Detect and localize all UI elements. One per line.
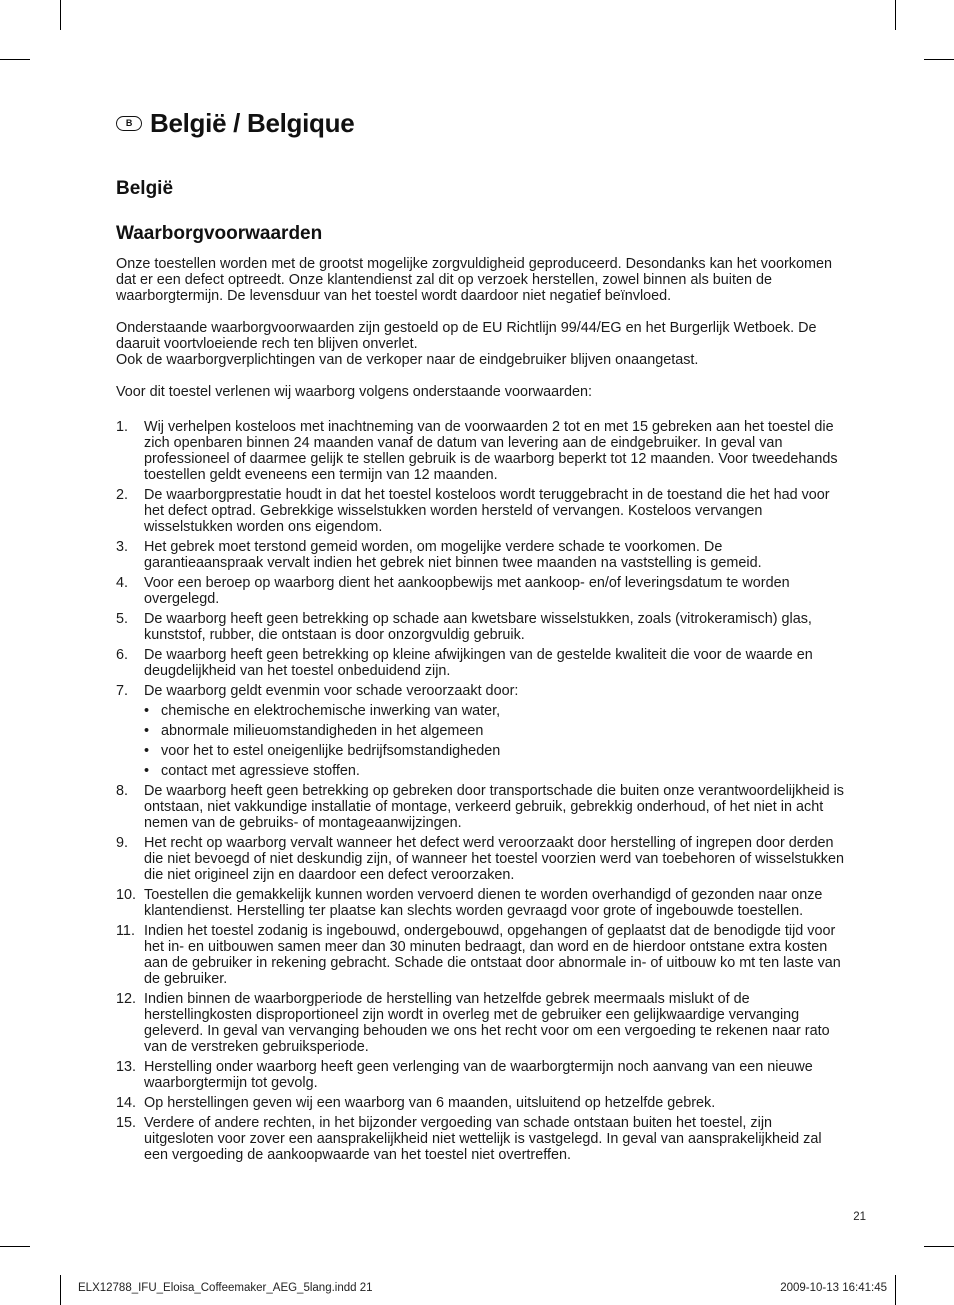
condition-item <box>116 1059 844 1091</box>
print-timestamp: 2009-10-13 16:41:45 <box>780 1282 887 1294</box>
condition-number: 10. <box>116 887 137 903</box>
bullet-icon: • <box>144 703 150 719</box>
condition-item <box>116 887 844 919</box>
condition-text: De waarborg heeft geen betrekking op gebreken door transportschade die buiten onze verantwoordelijkheid is ontstaan, niet vakkundige installatie of montage, verkeerd gebruik, gebrekkig onderhoud, of het niet in acht nemen van de gebruiks- of montageaanwijzingen. <box>144 783 844 831</box>
exclusion-text: chemische en elektrochemische inwerking van water, <box>161 703 501 719</box>
exclusion-item <box>144 723 844 739</box>
condition-text: Het gebrek moet terstond gemeid worden, om mogelijke verdere schade te voorkomen. De garantieaanspraak vervalt indien het gebrek niet binnen twee maanden na vaststelling is gemeid. <box>144 539 762 571</box>
condition-content <box>144 683 844 779</box>
condition-item <box>116 487 844 535</box>
bullet-icon: • <box>144 743 150 759</box>
crop-mark <box>60 1275 61 1305</box>
crop-mark <box>0 1246 30 1247</box>
condition-text: Verdere of andere rechten, in het bijzonder vergoeding van schade ontstaan buiten het toestel, zijn uitgesloten voor zover een aansprakelijkheid niet wettelijk is vastgelegd. In geval van aansprakelijkheid zal een vergoeding de aankoopwaarde van het toestel niet overtreffen. <box>144 1115 822 1163</box>
condition-item <box>116 419 844 483</box>
condition-number: 9. <box>116 835 129 851</box>
condition-item <box>116 1095 844 1111</box>
condition-number: 4. <box>116 575 129 591</box>
exclusion-list <box>144 703 844 779</box>
exclusion-item <box>144 763 844 779</box>
condition-item <box>116 647 844 679</box>
exclusion-text: abnormale milieuomstandigheden in het algemeen <box>161 723 484 739</box>
condition-number: 15. <box>116 1115 137 1131</box>
condition-number: 8. <box>116 783 129 799</box>
condition-text: Herstelling onder waarborg heeft geen verlenging van de waarborgtermijn noch aanvang van een nieuwe waarborgtermijn tot gevolg. <box>144 1059 813 1091</box>
page-title-text: België / Belgique <box>150 108 355 138</box>
condition-item <box>116 1115 844 1163</box>
crop-mark <box>895 1275 896 1305</box>
intro-paragraph <box>116 320 844 368</box>
condition-number: 5. <box>116 611 129 627</box>
country-heading: België <box>116 178 174 199</box>
condition-item <box>116 611 844 643</box>
conditions-list <box>116 419 844 1167</box>
condition-text: De waarborgprestatie houdt in dat het toestel kosteloos wordt teruggebracht in de toestand die het had voor het defect optrad. Gebrekkige wisselstukken worden hersteld of vervangen. Kosteloos vervangen wisselstukken worden ons eigendom. <box>144 487 830 535</box>
condition-item <box>116 539 844 571</box>
condition-number: 11. <box>116 923 135 939</box>
condition-item <box>116 923 844 987</box>
crop-mark <box>60 0 61 30</box>
condition-number: 7. <box>116 683 129 699</box>
intro-paragraph: Onze toestellen worden met de grootst mogelijke zorgvuldigheid geproduceerd. Desondanks kan het voorkomen dat er een defect optreedt. Onze klantendienst zal dit op verzoek herstellen, zowel binnen als buiten de waarborgtermijn. De levensduur van het toestel wordt daardoor niet negatief beïnvloed. <box>116 256 832 304</box>
exclusion-item <box>144 743 844 759</box>
condition-number: 3. <box>116 539 129 555</box>
condition-text: De waarborg heeft geen betrekking op schade aan kwetsbare wisselstukken, zoals (vitrokeramisch) glas, kunststof, rubber, die ontstaan is door onzorgvuldig gebruik. <box>144 611 812 643</box>
exclusion-text: voor het to estel oneigenlijke bedrijfsomstandigheden <box>161 743 501 759</box>
condition-text: Indien binnen de waarborgperiode de herstelling van hetzelfde gebrek meermaals mislukt of de herstellingkosten disproportioneel zijn wordt in overleg met de gebruiker een gelijkwaardige vervanging geleverd. In geval van vervanging behouden we ons het recht voor om een vergoeding te rekenen naar rato van de verstreken gebruiksperiode. <box>144 991 830 1055</box>
condition-text: Voor een beroep op waarborg dient het aankoopbewijs met aankoop- en/of leveringsdatum te worden overgelegd. <box>144 575 790 607</box>
condition-text: Indien het toestel zodanig is ingebouwd, ondergebouwd, opgehangen of geplaatst dat de benodigde tijd voor het in- en uitbouwen samen meer dan 30 minuten bedraagt, dan word en de hierdoor ontstane extra kosten aan de gebruiker in rekening gebracht. Schade die ontstaat door abnormale in- of uitbouw ko mt ten laste van de gebruiker. <box>144 923 841 987</box>
intro-paragraph-line: Ook de waarborgverplichtingen van de verkoper naar de eindgebruiker blijven onaangetast. <box>116 352 699 368</box>
condition-item <box>116 683 844 779</box>
intro-paragraph: Voor dit toestel verlenen wij waarborg volgens onderstaande voorwaarden: <box>116 384 592 400</box>
crop-mark <box>924 59 954 60</box>
condition-number: 13. <box>116 1059 137 1075</box>
condition-item <box>116 991 844 1055</box>
section-heading: Waarborgvoorwaarden <box>116 223 323 244</box>
crop-mark <box>924 1246 954 1247</box>
condition-item <box>116 835 844 883</box>
condition-number: 1. <box>116 419 129 435</box>
print-file-info: ELX12788_IFU_Eloisa_Coffeemaker_AEG_5lang.indd 21 <box>78 1282 373 1294</box>
condition-number: 14. <box>116 1095 137 1111</box>
intro-paragraph-line: Onderstaande waarborgvoorwaarden zijn gestoeld op de EU Richtlijn 99/44/EG en het Burgerlijk Wetboek. De daaruit voortvloeiende rech ten blijven onverlet. <box>116 320 817 352</box>
condition-item <box>116 575 844 607</box>
exclusion-text: contact met agressieve stoffen. <box>161 763 360 779</box>
crop-mark <box>0 59 30 60</box>
condition-text: Het recht op waarborg vervalt wanneer het defect werd veroorzaakt door herstelling of ingrepen door derden die niet bevoegd of niet deskundig zijn, of wanneer het toestel voorzien werd van toebehoren of wisselstukken die niet origineel zijn en daardoor een defect veroorzaken. <box>144 835 844 883</box>
page-title <box>116 108 354 139</box>
condition-text: De waarborg heeft geen betrekking op kleine afwijkingen van de gestelde kwaliteit die voor de waarde en deugdelijkheid van het toestel onbeduidend zijn. <box>144 647 813 679</box>
condition-text: Op herstellingen geven wij een waarborg van 6 maanden, uitsluitend op hetzelfde gebrek. <box>144 1095 716 1111</box>
condition-number: 6. <box>116 647 129 663</box>
intro-text <box>116 256 844 400</box>
condition-number: 2. <box>116 487 129 503</box>
condition-text: Toestellen die gemakkelijk kunnen worden vervoerd dienen te worden overhandigd of gezonden naar onze klantendienst. Herstelling ter plaatse kan slechts worden gevraagd voor grote of ingebouwde toestellen. <box>144 887 823 919</box>
condition-text: Wij verhelpen kosteloos met inachtneming van de voorwaarden 2 tot en met 15 gebreken aan het toestel die zich openbaren binnen 24 maanden vanaf de datum van levering aan de eindgebruiker. In geval van professioneel of daarmee gelijk te stellen gebruik is de waarborg beperkt tot 12 maanden. Voor tweedehands toestellen geldt eveneens een termijn van 12 maanden. <box>144 419 838 483</box>
condition-number: 12. <box>116 991 137 1007</box>
bullet-icon: • <box>144 763 150 779</box>
page-number: 21 <box>853 1211 866 1223</box>
bullet-icon: • <box>144 723 150 739</box>
condition-text: De waarborg geldt evenmin voor schade veroorzaakt door: <box>144 683 519 699</box>
country-code-badge: B <box>116 116 142 131</box>
crop-mark <box>895 0 896 30</box>
condition-item <box>116 783 844 831</box>
exclusion-item <box>144 703 844 719</box>
